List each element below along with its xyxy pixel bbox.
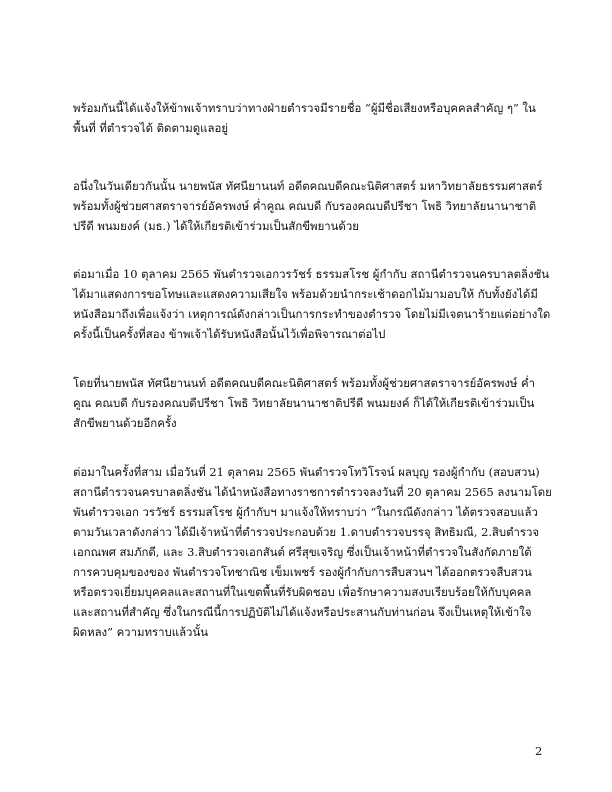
paragraph-1 [73, 98, 553, 138]
paragraph-line: ครั้งนี้เป็นครั้งที่สอง ข้าพเจ้าได้รับหนังสือนั้นไว้เพื่อพิจารณาต่อไป [73, 327, 386, 341]
paragraph-line: สถานีตำรวจนครบาลตลิ่งชัน ได้นำหนังสือทางราชการตำรวจลงวันที่ 20 ตุลาคม 2565 ลงนามโดย [73, 485, 552, 499]
paragraph-line: ต่อมาเมื่อ 10 ตุลาคม 2565 พันตำรวจเอกวรวัชร์ ธรรมสโรช ผู้กำกับ สถานีตำรวจนครบาลตลิ่งชัน [73, 267, 550, 281]
paragraph-line: หรือตรวจเยี่ยมบุคคลและสถานที่ในเขตพื้นที่รับผิดชอบ เพื่อรักษาความสงบเรียบร้อยให้กับบุคคล [73, 585, 532, 599]
paragraph-2 [73, 176, 553, 236]
paragraph-line: พันตำรวจเอก วรวัชร์ ธรรมสโรช ผู้กำกับฯ มาแจ้งให้ทราบว่า “ในกรณีดังกล่าว ได้ตรวจสอบแล้ว [73, 505, 538, 519]
paragraph-line: สักขีพยานด้วยอีกครั้ง [73, 416, 177, 430]
paragraph-line: การควบคุมของของ พันตำรวจโทชาณิช เข็มเพชร์ รองผู้กำกับการสืบสวนฯ ได้ออกตรวจสืบสวน [73, 565, 532, 579]
paragraph-line: และสถานที่สำคัญ ซึ่งในกรณีนี้การปฏิบัติไม่ได้แจ้งหรือประสานกับท่านก่อน จึงเป็นเหตุให้เข้าใจ [73, 605, 532, 619]
paragraph-4 [73, 373, 553, 433]
paragraph-line: พร้อมทั้งผู้ช่วยศาสตราจารย์อัครพงษ์ ค่ำคูณ คณบดี กับรองคณบดีปรีชา โพธิ วิทยาลัยนานาชาติ [73, 199, 537, 213]
paragraph-line: โดยที่นายพนัส ทัศนียานนท์ อดีตคณบดีคณะนิติศาสตร์ พร้อมทั้งผู้ช่วยศาสตราจารย์อัครพงษ์ ค่ำ [73, 376, 536, 390]
paragraph-3 [73, 264, 553, 344]
paragraph-line: ผิดหลง” ความทราบแล้วนั้น [73, 625, 209, 639]
paragraph-line: ต่อมาในครั้งที่สาม เมื่อวันที่ 21 ตุลาคม 2565 พันตำรวจโทวิโรจน์ ผลบุญ รองผู้กำกับ (สอบสวน) [73, 465, 540, 479]
paragraph-line: ตามวันเวลาดังกล่าว ได้มีเจ้าหน้าที่ตำรวจประกอบด้วย 1.ดาบตำรวจบรรจุ สิทธิมณี, 2.สิบตำรวจ [73, 525, 540, 539]
paragraph-line: พร้อมกันนี้ได้แจ้งให้ข้าพเจ้าทราบว่าทางฝ่ายตำรวจมีรายชื่อ “ผู้มีชื่อเสียงหรือบุคคลสำคัญ ๆ” ใน [73, 101, 536, 115]
paragraph-line: หนังสือมาถึงเพื่อแจ้งว่า เหตุการณ์ดังกล่าวเป็นการกระทำของตำรวจ โดยไม่มีเจตนาร้ายแต่อย่างใด [73, 307, 551, 321]
paragraph-line: เอกณพศ สมภักดี, และ 3.สิบตำรวจเอกสันต์ ศรีสุขเจริญ ซึ่งเป็นเจ้าหน้าที่ตำรวจในสังกัดภายใต้ [73, 545, 532, 559]
page-number: 2 [535, 744, 543, 758]
paragraph-line: อนึ่งในวันเดียวกันนั้น นายพนัส ทัศนียานนท์ อดีตคณบดีคณะนิติศาสตร์ มหาวิทยาลัยธรรมศาสตร์ [73, 179, 543, 193]
paragraph-line: ปรีดี พนมยงค์ (มธ.) ได้ให้เกียรติเข้าร่วมเป็นสักขีพยานด้วย [73, 219, 359, 233]
paragraph-line: ได้มาแสดงการขอโทษและแสดงความเสียใจ พร้อมด้วยนำกระเช้าดอกไม้มามอบให้ กับทั้งยังได้มี [73, 287, 538, 301]
paragraph-line: คูณ คณบดี กับรองคณบดีปรีชา โพธิ วิทยาลัยนานาชาติปรีดี พนมยงค์ ก็ได้ให้เกียรติเข้าร่วมเป็น [73, 396, 535, 410]
paragraph-line: พื้นที่ ที่ตำรวจได้ ติดตามดูแลอยู่ [73, 121, 228, 135]
paragraph-5 [73, 462, 553, 642]
